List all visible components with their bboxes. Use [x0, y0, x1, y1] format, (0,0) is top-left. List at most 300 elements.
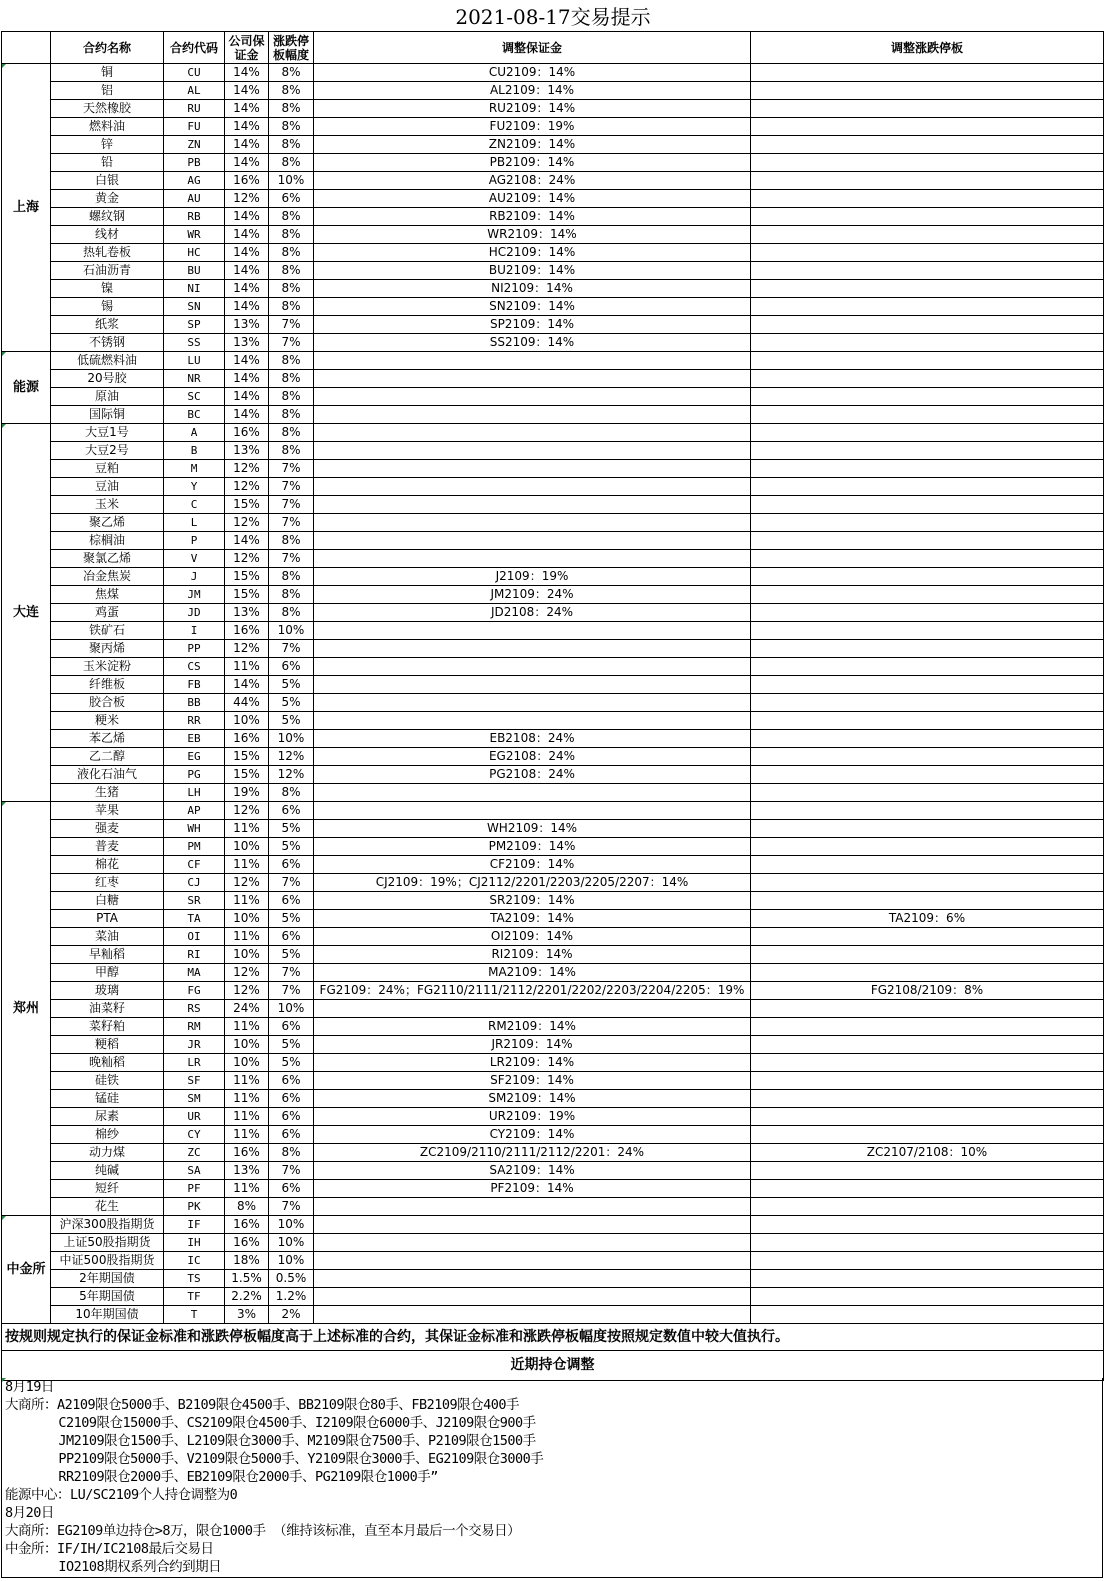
contract-code: C	[164, 496, 225, 514]
company-margin: 14%	[225, 262, 269, 280]
price-limit: 8%	[269, 262, 314, 280]
price-limit: 8%	[269, 406, 314, 424]
company-margin: 18%	[225, 1252, 269, 1270]
adjusted-limit	[751, 424, 1104, 442]
recent-position-adjustments	[1, 1378, 1103, 1578]
table-row	[2, 172, 1104, 190]
adjusted-margin: CU2109：14%	[314, 64, 751, 82]
contract-name: 2年期国债	[51, 1270, 164, 1288]
adjusted-limit	[751, 784, 1104, 802]
price-limit: 7%	[269, 982, 314, 1000]
adjusted-limit	[751, 892, 1104, 910]
adjusted-limit	[751, 496, 1104, 514]
adjusted-margin: RM2109：14%	[314, 1018, 751, 1036]
contract-name: 玻璃	[51, 982, 164, 1000]
price-limit: 7%	[269, 550, 314, 568]
table-row	[2, 802, 1104, 820]
contract-code: TS	[164, 1270, 225, 1288]
adjusted-limit	[751, 1288, 1104, 1306]
table-row	[2, 1072, 1104, 1090]
contract-code: UR	[164, 1108, 225, 1126]
contract-name: 甲醇	[51, 964, 164, 982]
table-row	[2, 550, 1104, 568]
contract-code: LH	[164, 784, 225, 802]
contract-code: AU	[164, 190, 225, 208]
company-margin: 14%	[225, 676, 269, 694]
table-row	[2, 676, 1104, 694]
price-limit: 6%	[269, 1108, 314, 1126]
adjusted-limit	[751, 172, 1104, 190]
adjusted-limit: FG2108/2109：8%	[751, 982, 1104, 1000]
company-margin: 14%	[225, 226, 269, 244]
contract-code: B	[164, 442, 225, 460]
recent-line: RR2109限仓2000手、EB2109限仓2000手、PG2109限仓1000手”	[5, 1469, 438, 1485]
contract-name: 20号胶	[51, 370, 164, 388]
adjusted-margin	[314, 370, 751, 388]
contract-code: JM	[164, 586, 225, 604]
contract-name: 玉米淀粉	[51, 658, 164, 676]
company-margin: 13%	[225, 334, 269, 352]
header-limit: 涨跌停板幅度	[269, 32, 314, 64]
table-row	[2, 154, 1104, 172]
contract-code: EG	[164, 748, 225, 766]
adjusted-margin: SN2109：14%	[314, 298, 751, 316]
adjusted-limit	[751, 208, 1104, 226]
price-limit: 10%	[269, 1234, 314, 1252]
price-limit: 8%	[269, 280, 314, 298]
adjusted-margin	[314, 1198, 751, 1216]
adjusted-margin	[314, 352, 751, 370]
contract-code: BC	[164, 406, 225, 424]
contract-code: RS	[164, 1000, 225, 1018]
adjusted-limit	[751, 694, 1104, 712]
contract-name: 锡	[51, 298, 164, 316]
contract-name: 线材	[51, 226, 164, 244]
adjusted-limit	[751, 946, 1104, 964]
adjusted-margin	[314, 640, 751, 658]
adjusted-limit	[751, 658, 1104, 676]
adjusted-margin	[314, 406, 751, 424]
company-margin: 2.2%	[225, 1288, 269, 1306]
company-margin: 13%	[225, 442, 269, 460]
company-margin: 16%	[225, 172, 269, 190]
adjusted-margin: TA2109：14%	[314, 910, 751, 928]
table-row	[2, 370, 1104, 388]
adjusted-limit	[751, 1054, 1104, 1072]
table-row	[2, 1198, 1104, 1216]
adjusted-limit: ZC2107/2108：10%	[751, 1144, 1104, 1162]
contract-code: PK	[164, 1198, 225, 1216]
contract-name: 聚氯乙烯	[51, 550, 164, 568]
adjusted-margin	[314, 388, 751, 406]
price-limit: 6%	[269, 1180, 314, 1198]
contract-name: 铅	[51, 154, 164, 172]
contract-code: SA	[164, 1162, 225, 1180]
contract-name: 粳米	[51, 712, 164, 730]
company-margin: 14%	[225, 298, 269, 316]
adjusted-margin	[314, 550, 751, 568]
company-margin: 14%	[225, 388, 269, 406]
adjusted-margin	[314, 1288, 751, 1306]
adjusted-margin: CJ2109：19%；CJ2112/2201/2203/2205/2207：14%	[314, 874, 751, 892]
recent-section-title: 近期持仓调整	[2, 1351, 1104, 1381]
table-row	[2, 892, 1104, 910]
adjusted-limit	[751, 1270, 1104, 1288]
price-limit: 8%	[269, 100, 314, 118]
adjusted-margin: WH2109：14%	[314, 820, 751, 838]
contract-code: V	[164, 550, 225, 568]
contract-name: 玉米	[51, 496, 164, 514]
adjusted-limit	[751, 262, 1104, 280]
table-row	[2, 586, 1104, 604]
table-row	[2, 334, 1104, 352]
adjusted-limit	[751, 748, 1104, 766]
adjusted-margin: EB2108：24%	[314, 730, 751, 748]
adjusted-limit	[751, 1036, 1104, 1054]
contract-name: 红枣	[51, 874, 164, 892]
price-limit: 7%	[269, 334, 314, 352]
header-name: 合约名称	[51, 32, 164, 64]
company-margin: 11%	[225, 1108, 269, 1126]
table-row	[2, 874, 1104, 892]
table-row	[2, 280, 1104, 298]
company-margin: 14%	[225, 118, 269, 136]
adjusted-margin	[314, 676, 751, 694]
adjusted-margin: PF2109：14%	[314, 1180, 751, 1198]
company-margin: 14%	[225, 370, 269, 388]
contract-code: PB	[164, 154, 225, 172]
contract-code: SM	[164, 1090, 225, 1108]
adjusted-limit	[751, 1216, 1104, 1234]
exchange-group-label: 郑州	[2, 802, 51, 1216]
adjusted-limit	[751, 82, 1104, 100]
contract-name: 乙二醇	[51, 748, 164, 766]
company-margin: 11%	[225, 1072, 269, 1090]
price-limit: 8%	[269, 118, 314, 136]
table-row	[2, 190, 1104, 208]
adjusted-margin	[314, 712, 751, 730]
company-margin: 1.5%	[225, 1270, 269, 1288]
price-limit: 5%	[269, 1036, 314, 1054]
adjusted-limit	[751, 370, 1104, 388]
contract-code: SC	[164, 388, 225, 406]
price-limit: 5%	[269, 712, 314, 730]
price-limit: 6%	[269, 856, 314, 874]
contract-code: EB	[164, 730, 225, 748]
adjusted-limit	[751, 640, 1104, 658]
contract-name: 棉花	[51, 856, 164, 874]
adjusted-limit	[751, 136, 1104, 154]
price-limit: 7%	[269, 1198, 314, 1216]
company-margin: 12%	[225, 190, 269, 208]
table-row	[2, 424, 1104, 442]
table-row	[2, 838, 1104, 856]
company-margin: 15%	[225, 748, 269, 766]
adjusted-margin: PG2108：24%	[314, 766, 751, 784]
price-limit: 7%	[269, 460, 314, 478]
table-row	[2, 1108, 1104, 1126]
price-limit: 10%	[269, 730, 314, 748]
adjusted-margin: RU2109：14%	[314, 100, 751, 118]
company-margin: 14%	[225, 136, 269, 154]
contract-name: 尿素	[51, 1108, 164, 1126]
recent-title-row	[2, 1351, 1104, 1381]
price-limit: 5%	[269, 838, 314, 856]
contract-code: CF	[164, 856, 225, 874]
company-margin: 16%	[225, 1234, 269, 1252]
contract-code: MA	[164, 964, 225, 982]
adjusted-limit: TA2109：6%	[751, 910, 1104, 928]
company-margin: 10%	[225, 910, 269, 928]
company-margin: 14%	[225, 352, 269, 370]
adjusted-margin	[314, 460, 751, 478]
adjusted-margin: CF2109：14%	[314, 856, 751, 874]
contract-code: SF	[164, 1072, 225, 1090]
contract-code: I	[164, 622, 225, 640]
contract-name: 石油沥青	[51, 262, 164, 280]
price-limit: 8%	[269, 442, 314, 460]
company-margin: 3%	[225, 1306, 269, 1324]
contract-code: FG	[164, 982, 225, 1000]
table-row	[2, 1036, 1104, 1054]
adjusted-limit	[751, 676, 1104, 694]
company-margin: 14%	[225, 532, 269, 550]
table-row	[2, 298, 1104, 316]
adjusted-margin: PM2109：14%	[314, 838, 751, 856]
company-margin: 12%	[225, 802, 269, 820]
price-limit: 8%	[269, 226, 314, 244]
contract-name: 菜油	[51, 928, 164, 946]
contract-name: 早籼稻	[51, 946, 164, 964]
company-margin: 13%	[225, 604, 269, 622]
contract-name: 5年期国债	[51, 1288, 164, 1306]
page-title: 2021-08-17交易提示	[455, 5, 651, 29]
company-margin: 19%	[225, 784, 269, 802]
table-row	[2, 946, 1104, 964]
contract-code: TA	[164, 910, 225, 928]
adjusted-margin	[314, 532, 751, 550]
contract-code: BU	[164, 262, 225, 280]
adjusted-margin: AG2108：24%	[314, 172, 751, 190]
adjusted-margin	[314, 1270, 751, 1288]
company-margin: 10%	[225, 946, 269, 964]
contract-name: 棕榈油	[51, 532, 164, 550]
adjusted-limit	[751, 622, 1104, 640]
price-limit: 8%	[269, 298, 314, 316]
contract-name: 苹果	[51, 802, 164, 820]
company-margin: 11%	[225, 856, 269, 874]
adjusted-margin: SF2109：14%	[314, 1072, 751, 1090]
contract-code: JD	[164, 604, 225, 622]
recent-line: 大商所：A2109限仓5000手、B2109限仓4500手、BB2109限仓80手、FB2109限仓400手	[5, 1397, 519, 1413]
price-limit: 6%	[269, 892, 314, 910]
adjusted-limit	[751, 766, 1104, 784]
adjusted-limit	[751, 190, 1104, 208]
adjusted-margin	[314, 658, 751, 676]
header-adjust-margin: 调整保证金	[314, 32, 751, 64]
table-row	[2, 82, 1104, 100]
contract-code: RR	[164, 712, 225, 730]
adjusted-margin	[314, 802, 751, 820]
adjusted-limit	[751, 406, 1104, 424]
price-limit: 5%	[269, 820, 314, 838]
contract-name: 铝	[51, 82, 164, 100]
price-limit: 8%	[269, 388, 314, 406]
adjusted-margin: AL2109：14%	[314, 82, 751, 100]
rule-note: 按规则规定执行的保证金标准和涨跌停板幅度高于上述标准的合约，其保证金标准和涨跌停板幅度按照规定数值中较大值执行。	[2, 1324, 1104, 1351]
adjusted-margin: SR2109：14%	[314, 892, 751, 910]
company-margin: 11%	[225, 658, 269, 676]
contract-code: IH	[164, 1234, 225, 1252]
contract-code: SP	[164, 316, 225, 334]
table-row	[2, 460, 1104, 478]
company-margin: 16%	[225, 424, 269, 442]
contract-name: 低硫燃料油	[51, 352, 164, 370]
contract-code: CS	[164, 658, 225, 676]
company-margin: 11%	[225, 928, 269, 946]
contract-code: L	[164, 514, 225, 532]
contract-code: SS	[164, 334, 225, 352]
contract-code: RI	[164, 946, 225, 964]
contract-name: 锌	[51, 136, 164, 154]
contract-name: 短纤	[51, 1180, 164, 1198]
margin-table	[1, 31, 1104, 1381]
adjusted-limit	[751, 730, 1104, 748]
contract-name: 强麦	[51, 820, 164, 838]
contract-name: 棉纱	[51, 1126, 164, 1144]
company-margin: 14%	[225, 82, 269, 100]
contract-code: CU	[164, 64, 225, 82]
contract-code: CJ	[164, 874, 225, 892]
recent-line: PP2109限仓5000手、V2109限仓5000手、Y2109限仓3000手、EG2109限仓3000手	[5, 1451, 544, 1467]
price-limit: 6%	[269, 1090, 314, 1108]
adjusted-limit	[751, 280, 1104, 298]
contract-code: OI	[164, 928, 225, 946]
recent-line: 大商所：EG2109单边持仓>8万，限仓1000手 （维持该标准，直至本月最后一个交易日）	[5, 1523, 521, 1539]
header-code: 合约代码	[164, 32, 225, 64]
table-row	[2, 1144, 1104, 1162]
adjusted-limit	[751, 1126, 1104, 1144]
contract-name: 纸浆	[51, 316, 164, 334]
adjusted-margin: SA2109：14%	[314, 1162, 751, 1180]
adjusted-limit	[751, 1018, 1104, 1036]
contract-name: 镍	[51, 280, 164, 298]
contract-code: AP	[164, 802, 225, 820]
adjusted-margin: J2109：19%	[314, 568, 751, 586]
price-limit: 8%	[269, 244, 314, 262]
company-margin: 10%	[225, 1036, 269, 1054]
contract-name: 黄金	[51, 190, 164, 208]
contract-name: 铁矿石	[51, 622, 164, 640]
table-row	[2, 118, 1104, 136]
table-row	[2, 316, 1104, 334]
exchange-group-label: 中金所	[2, 1216, 51, 1324]
adjusted-margin: HC2109：14%	[314, 244, 751, 262]
table-row	[2, 514, 1104, 532]
contract-name: 聚乙烯	[51, 514, 164, 532]
company-margin: 44%	[225, 694, 269, 712]
price-limit: 8%	[269, 154, 314, 172]
price-limit: 5%	[269, 910, 314, 928]
price-limit: 6%	[269, 190, 314, 208]
adjusted-margin: PB2109：14%	[314, 154, 751, 172]
table-row	[2, 1306, 1104, 1324]
price-limit: 8%	[269, 532, 314, 550]
price-limit: 7%	[269, 1162, 314, 1180]
adjusted-margin: SS2109：14%	[314, 334, 751, 352]
table-row	[2, 244, 1104, 262]
adjusted-margin	[314, 514, 751, 532]
company-margin: 12%	[225, 514, 269, 532]
contract-code: NR	[164, 370, 225, 388]
contract-code: WH	[164, 820, 225, 838]
header-group	[2, 32, 51, 64]
contract-name: 纤维板	[51, 676, 164, 694]
adjusted-limit	[751, 1306, 1104, 1324]
adjusted-limit	[751, 442, 1104, 460]
price-limit: 5%	[269, 946, 314, 964]
adjusted-limit	[751, 316, 1104, 334]
contract-code: CY	[164, 1126, 225, 1144]
contract-name: 原油	[51, 388, 164, 406]
price-limit: 6%	[269, 1072, 314, 1090]
recent-line: 能源中心：LU/SC2109个人持仓调整为0	[5, 1487, 238, 1503]
contract-name: 聚丙烯	[51, 640, 164, 658]
contract-code: PM	[164, 838, 225, 856]
recent-line: 8月19日	[5, 1379, 54, 1395]
company-margin: 14%	[225, 100, 269, 118]
table-row	[2, 658, 1104, 676]
contract-code: BB	[164, 694, 225, 712]
contract-code: P	[164, 532, 225, 550]
company-margin: 24%	[225, 1000, 269, 1018]
adjusted-margin	[314, 442, 751, 460]
company-margin: 14%	[225, 154, 269, 172]
price-limit: 8%	[269, 586, 314, 604]
contract-name: 生猪	[51, 784, 164, 802]
adjusted-limit	[751, 604, 1104, 622]
price-limit: 6%	[269, 1126, 314, 1144]
header-margin: 公司保证金	[225, 32, 269, 64]
adjusted-limit	[751, 1252, 1104, 1270]
table-body	[2, 64, 1104, 1324]
adjusted-limit	[751, 568, 1104, 586]
contract-name: 大豆1号	[51, 424, 164, 442]
adjusted-limit	[751, 1198, 1104, 1216]
adjusted-limit	[751, 118, 1104, 136]
adjusted-limit	[751, 874, 1104, 892]
adjusted-limit	[751, 532, 1104, 550]
price-limit: 0.5%	[269, 1270, 314, 1288]
contract-code: T	[164, 1306, 225, 1324]
contract-name: 大豆2号	[51, 442, 164, 460]
recent-line: C2109限仓15000手、CS2109限仓4500手、I2109限仓6000手、J2109限仓900手	[5, 1415, 536, 1431]
price-limit: 7%	[269, 514, 314, 532]
table-row	[2, 640, 1104, 658]
company-margin: 11%	[225, 820, 269, 838]
price-limit: 5%	[269, 676, 314, 694]
company-margin: 12%	[225, 640, 269, 658]
company-margin: 12%	[225, 478, 269, 496]
adjusted-margin: LR2109：14%	[314, 1054, 751, 1072]
adjusted-margin: RB2109：14%	[314, 208, 751, 226]
contract-name: 中证500股指期货	[51, 1252, 164, 1270]
table-row	[2, 622, 1104, 640]
header-adjust-limit: 调整涨跌停板	[751, 32, 1104, 64]
adjusted-margin: BU2109：14%	[314, 262, 751, 280]
contract-code: FU	[164, 118, 225, 136]
adjusted-limit	[751, 1000, 1104, 1018]
